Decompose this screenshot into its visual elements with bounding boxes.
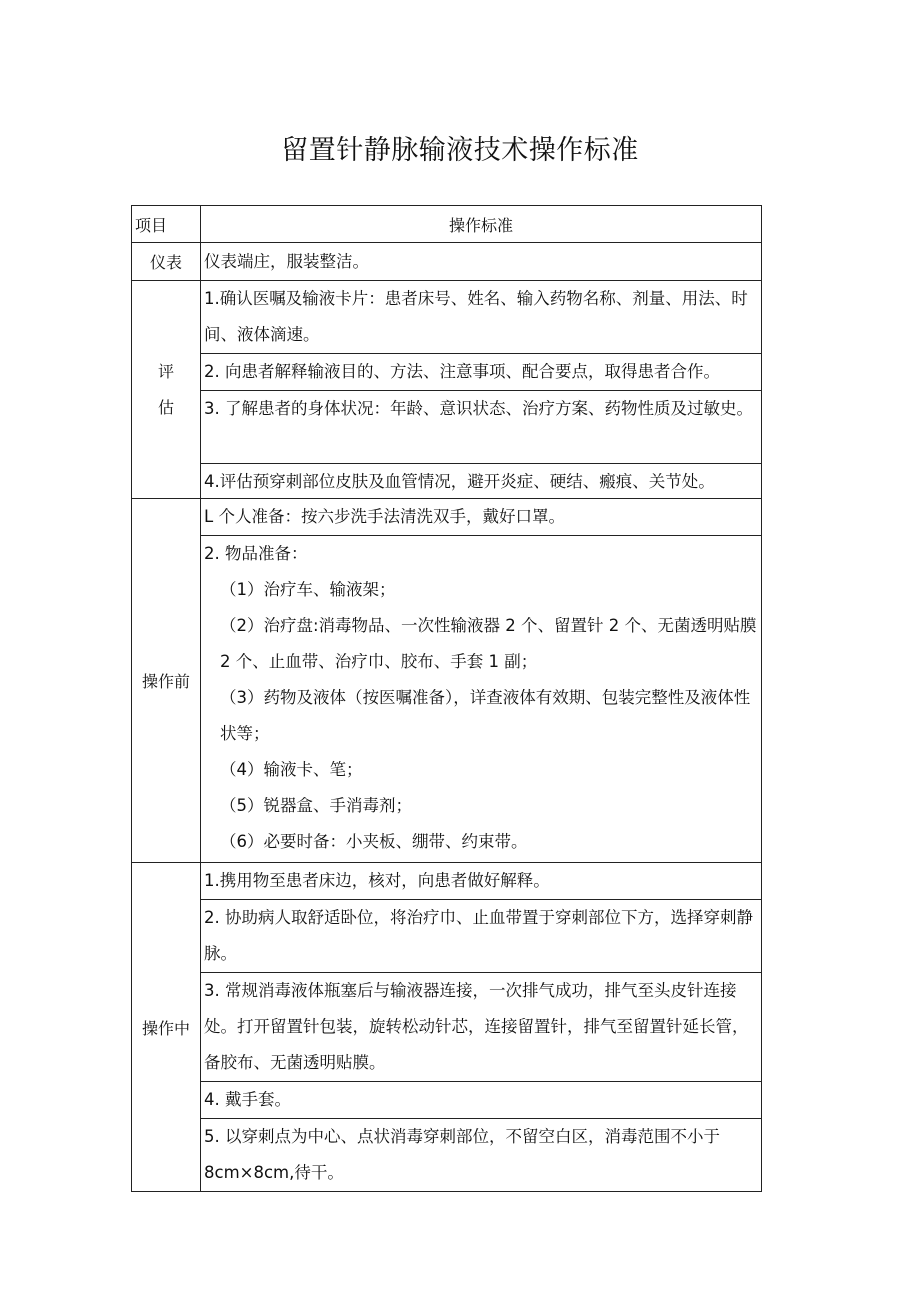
- during-item-1: 1.携用物至患者床边，核对，向患者做好解释。: [204, 871, 550, 890]
- during-row-4: [132, 1082, 762, 1119]
- during-row-1: [132, 863, 762, 900]
- during-item-2-cell: [201, 900, 762, 973]
- assessment-row-2: [132, 354, 762, 391]
- assessment-item-4-cell: [201, 464, 762, 499]
- during-row-2: [132, 900, 762, 973]
- during-item-3-cell: [201, 973, 762, 1082]
- during-item-4: 4. 戴手套。: [204, 1090, 291, 1109]
- during-item-5: 5. 以穿刺点为中心、点状消毒穿刺部位，不留空白区，消毒范围不小于 8cm×8cm,待干。: [204, 1127, 720, 1182]
- assessment-item-3-cell: [201, 391, 762, 464]
- before-item-2: [201, 536, 761, 862]
- assessment-row-3: [132, 391, 762, 464]
- appearance-content: 仪表端庄，服装整洁。: [201, 243, 762, 281]
- assessment-item-2: 2. 向患者解释输液目的、方法、注意事项、配合要点，取得患者合作。: [204, 362, 720, 381]
- before-row-2: [132, 536, 762, 863]
- during-item-4-cell: [201, 1082, 762, 1119]
- standards-table: [131, 205, 762, 1192]
- before-item-1: L 个人准备：按六步洗手法清洗双手，戴好口罩。: [204, 507, 565, 526]
- before-item-2-title: 2. 物品准备：: [204, 544, 308, 563]
- assessment-item-1: 1.确认医嘱及输液卡片：患者床号、姓名、输入药物名称、剂量、用法、时间、液体滴速。: [204, 289, 748, 344]
- header-standard: 操作标准: [201, 206, 762, 243]
- page-title: 留置针静脉输液技术操作标准: [281, 135, 639, 166]
- before-sub-5: （5）锐器盒、手消毒剂；: [220, 796, 412, 815]
- assessment-item-1-cell: [201, 281, 762, 354]
- before-item-2-cell: [201, 536, 762, 863]
- assessment-label: [132, 281, 201, 499]
- assessment-item-3: 3. 了解患者的身体状况：年龄、意识状态、治疗方案、药物性质及过敏史。: [204, 399, 753, 418]
- during-row-3: [132, 973, 762, 1082]
- assessment-row-1: [132, 281, 762, 354]
- before-sub-1: （1）治疗车、输液架；: [220, 580, 396, 599]
- assessment-item-4: 4.评估预穿刺部位皮肤及血管情况，避开炎症、硬结、瘢痕、关节处。: [204, 472, 715, 491]
- assessment-row-4: [132, 464, 762, 499]
- during-item-5-cell: [201, 1119, 762, 1192]
- during-label: 操作中: [132, 863, 201, 1192]
- appearance-label: 仪表: [132, 243, 201, 281]
- assessment-item-2-cell: [201, 354, 762, 391]
- before-item-1-cell: [201, 499, 762, 536]
- appearance-row: [132, 243, 762, 281]
- before-label: 操作前: [132, 499, 201, 863]
- before-row-1: [132, 499, 762, 536]
- before-sub-6: （6）必要时备：小夹板、绷带、约束带。: [220, 832, 528, 851]
- before-sub-4: （4）输液卡、笔；: [220, 760, 363, 779]
- during-item-2: 2. 协助病人取舒适卧位，将治疗巾、止血带置于穿刺部位下方，选择穿刺静脉。: [204, 908, 753, 963]
- before-sub-3: （3）药物及液体（按医嘱准备），详查液体有效期、包装完整性及液体性状等；: [220, 688, 751, 743]
- assessment-label-line1: 评: [157, 361, 174, 381]
- during-item-1-cell: [201, 863, 762, 900]
- during-row-5: [132, 1119, 762, 1192]
- during-item-3: 3. 常规消毒液体瓶塞后与输液器连接，一次排气成功，排气至头皮针连接处。打开留置针包装，旋转松动针芯，连接留置针，排气至留置针延长管，备胶布、无菌透明贴膜。: [204, 981, 749, 1072]
- header-row: [132, 206, 762, 243]
- before-sub-2: （2）治疗盘:消毒物品、一次性输液器 2 个、留置针 2 个、无菌透明贴膜 2 个、止血带、治疗巾、胶布、手套 1 副；: [220, 616, 757, 671]
- assessment-label-line2: 估: [157, 397, 174, 417]
- header-project: 项目: [132, 206, 201, 243]
